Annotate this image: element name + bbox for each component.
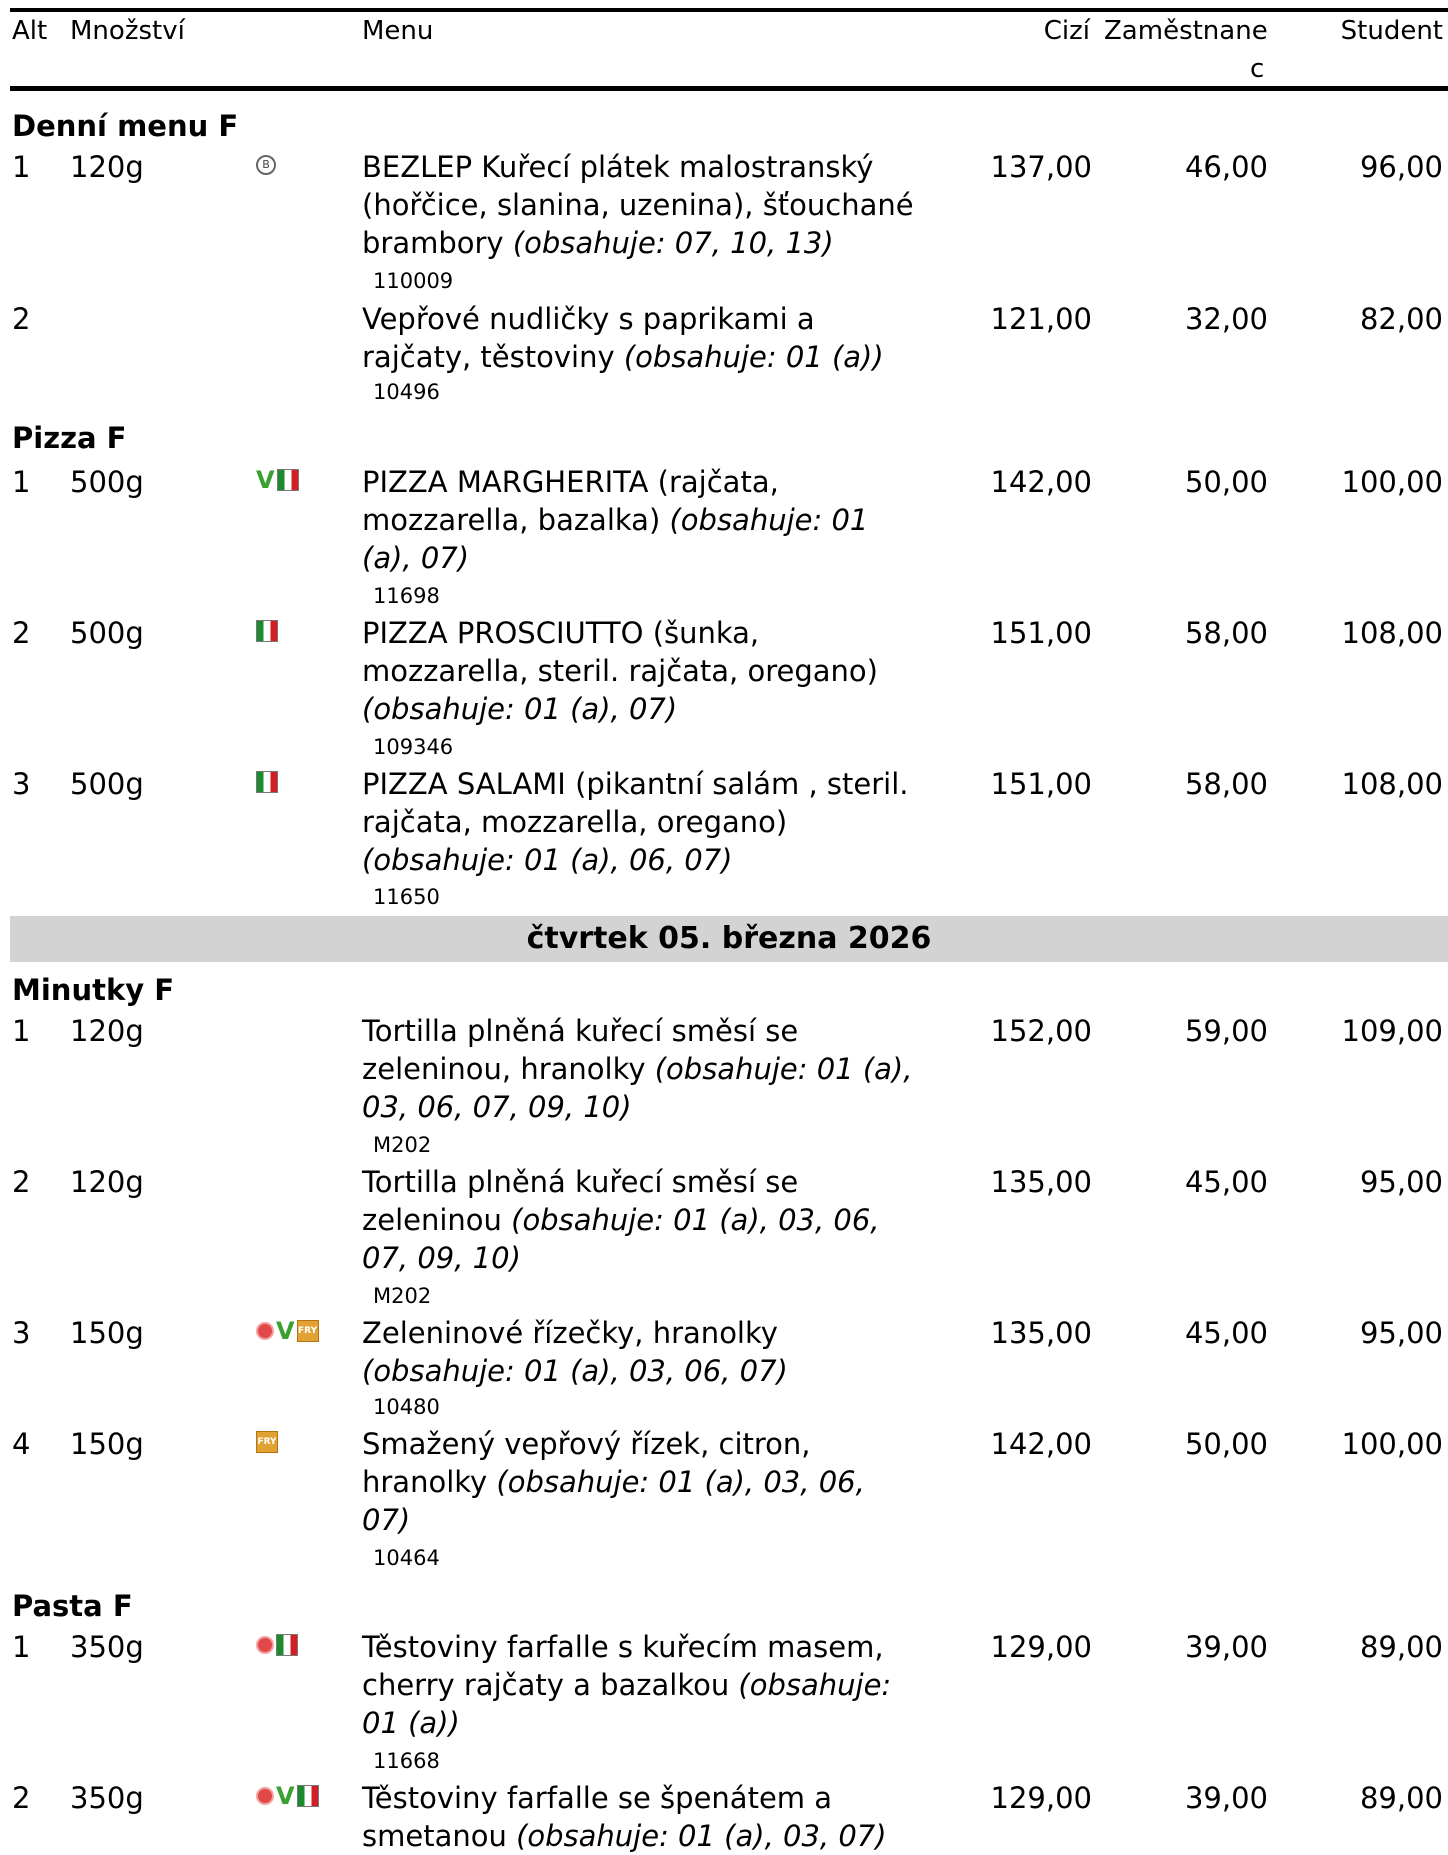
price-cizi: 142,00 <box>990 1427 1092 1461</box>
item-dish[interactable]: PIZZA SALAMI (pikantní salám , steril. rajčata, mozzarella, oregano) (obsahuje: 01 (a), 06, 07) <box>362 767 909 877</box>
item-icons <box>256 1318 319 1344</box>
item-icons <box>256 1783 319 1809</box>
item-alt: 2 <box>12 616 31 650</box>
item-code: 110009 <box>373 269 454 293</box>
price-cizi: 142,00 <box>990 465 1092 499</box>
price-zamestnanec: 39,00 <box>1184 1630 1268 1664</box>
price-cizi: 121,00 <box>990 302 1092 336</box>
header-rule <box>10 86 1448 91</box>
item-allergens: (obsahuje: 01 (a), 03, 06, <box>511 1203 880 1237</box>
item-code: 109346 <box>373 735 454 759</box>
vegetarian-icon: V <box>256 466 275 494</box>
item-alt: 2 <box>12 1781 31 1815</box>
price-student: 108,00 <box>1341 767 1443 801</box>
price-cizi: 151,00 <box>990 767 1092 801</box>
price-zamestnanec: 59,00 <box>1184 1014 1268 1048</box>
price-student: 96,00 <box>1359 150 1443 184</box>
item-icons <box>256 1429 278 1455</box>
item-alt: 1 <box>12 1630 31 1664</box>
item-quantity: 350g <box>70 1630 144 1664</box>
italian-flag-icon <box>256 620 278 642</box>
price-student: 89,00 <box>1359 1630 1443 1664</box>
italian-flag-icon <box>277 469 299 491</box>
item-icons <box>256 467 299 493</box>
price-zamestnanec: 50,00 <box>1184 1427 1268 1461</box>
header-cizi: Cizí <box>1043 16 1090 46</box>
price-zamestnanec: 39,00 <box>1184 1781 1268 1815</box>
vegetarian-icon: V <box>276 1317 295 1345</box>
italian-flag-icon <box>297 1785 319 1807</box>
gluten-free-icon: B <box>256 155 276 175</box>
price-student: 109,00 <box>1341 1014 1443 1048</box>
item-alt: 1 <box>12 150 31 184</box>
header-alt: Alt <box>12 16 48 46</box>
price-cizi: 137,00 <box>990 150 1092 184</box>
item-quantity: 120g <box>70 150 144 184</box>
price-cizi: 129,00 <box>990 1781 1092 1815</box>
item-quantity: 120g <box>70 1165 144 1199</box>
header-zamestnanec: Zaměstnane <box>1104 16 1268 46</box>
item-code: 10496 <box>373 380 440 404</box>
header-qty: Množství <box>70 16 185 46</box>
item-quantity: 120g <box>70 1014 144 1048</box>
price-zamestnanec: 45,00 <box>1184 1165 1268 1199</box>
item-dish[interactable]: PIZZA MARGHERITA (rajčata, mozzarella, bazalka) (obsahuje: 01 (a), 07) <box>362 465 869 575</box>
item-allergens: (obsahuje: 01 (a), 07) <box>362 692 678 726</box>
price-cizi: 129,00 <box>990 1630 1092 1664</box>
item-allergens: 07) <box>362 1503 411 1537</box>
item-icons <box>256 769 278 795</box>
price-student: 95,00 <box>1359 1165 1443 1199</box>
item-dish[interactable]: BEZLEP Kuřecí plátek malostranský (hořčice, slanina, uzenina), šťouchané brambory (obsahuje: 07, 10, 13) <box>362 150 914 260</box>
section-title: Minutky F <box>12 973 175 1007</box>
item-icons <box>256 152 276 178</box>
header-menu: Menu <box>362 16 434 46</box>
spicy-icon <box>256 1322 274 1340</box>
item-allergens: (obsahuje: <box>738 1668 892 1702</box>
item-allergens: (obsahuje: 07, 10, 13) <box>512 226 834 260</box>
item-code: 10480 <box>373 1395 440 1419</box>
price-cizi: 135,00 <box>990 1316 1092 1350</box>
price-cizi: 152,00 <box>990 1014 1092 1048</box>
item-dish[interactable]: Vepřové nudličky s paprikami a rajčaty, těstoviny (obsahuje: 01 (a)) <box>362 302 884 374</box>
price-zamestnanec: 58,00 <box>1184 616 1268 650</box>
fried-icon: FRY <box>256 1431 278 1453</box>
price-student: 82,00 <box>1359 302 1443 336</box>
item-alt: 3 <box>12 767 31 801</box>
item-code: 11668 <box>373 1749 440 1773</box>
item-dish[interactable]: Těstoviny farfalle s kuřecím masem, cherry rajčaty a bazalkou (obsahuje: 01 (a)) <box>362 1630 892 1740</box>
header-student: Student <box>1340 16 1443 46</box>
item-dish[interactable]: PIZZA PROSCIUTTO (šunka, mozzarella, steril. rajčata, oregano) (obsahuje: 01 (a), 07) <box>362 616 878 726</box>
item-dish[interactable]: Těstoviny farfalle se špenátem a smetanou (obsahuje: 01 (a), 03, 07) <box>362 1781 887 1853</box>
section-title: Pizza F <box>12 421 127 455</box>
item-allergens: (obsahuje: 01 <box>669 503 869 537</box>
item-icons <box>256 618 278 644</box>
item-quantity: 150g <box>70 1316 144 1350</box>
item-code: 10464 <box>373 1546 440 1570</box>
item-code: M202 <box>373 1284 432 1308</box>
item-allergens: 01 (a)) <box>362 1706 460 1740</box>
item-allergens: (obsahuje: 01 (a)) <box>623 340 884 374</box>
item-allergens: (obsahuje: 01 (a), 03, 06, 07) <box>362 1354 788 1388</box>
item-allergens: 03, 06, 07, 09, 10) <box>362 1090 632 1124</box>
price-student: 95,00 <box>1359 1316 1443 1350</box>
item-allergens: 07, 09, 10) <box>362 1241 521 1275</box>
header-zamestnanec-wrap: c <box>1250 54 1265 84</box>
item-quantity: 500g <box>70 465 144 499</box>
item-code: 11698 <box>373 584 440 608</box>
date-bar: čtvrtek 05. března 2026 <box>10 916 1448 962</box>
price-student: 100,00 <box>1341 465 1443 499</box>
price-student: 89,00 <box>1359 1781 1443 1815</box>
item-code: M202 <box>373 1133 432 1157</box>
price-zamestnanec: 50,00 <box>1184 465 1268 499</box>
spicy-icon <box>256 1636 274 1654</box>
price-zamestnanec: 58,00 <box>1184 767 1268 801</box>
item-code: 11650 <box>373 885 440 909</box>
price-student: 100,00 <box>1341 1427 1443 1461</box>
vegetarian-icon: V <box>276 1782 295 1810</box>
fried-icon: FRY <box>297 1320 319 1342</box>
item-quantity: 500g <box>70 767 144 801</box>
item-allergens: (obsahuje: 01 (a), 03, 06, <box>496 1465 865 1499</box>
item-dish[interactable]: Smažený vepřový řízek, citron, hranolky (obsahuje: 01 (a), 03, 06, 07) <box>362 1427 865 1537</box>
item-alt: 1 <box>12 1014 31 1048</box>
italian-flag-icon <box>276 1634 298 1656</box>
italian-flag-icon <box>256 771 278 793</box>
price-zamestnanec: 32,00 <box>1184 302 1268 336</box>
item-alt: 4 <box>12 1427 31 1461</box>
item-alt: 2 <box>12 1165 31 1199</box>
item-quantity: 500g <box>70 616 144 650</box>
price-zamestnanec: 46,00 <box>1184 150 1268 184</box>
item-dish[interactable]: Tortilla plněná kuřecí směsí se zeleninou (obsahuje: 01 (a), 03, 06, 07, 09, 10) <box>362 1165 880 1275</box>
price-zamestnanec: 45,00 <box>1184 1316 1268 1350</box>
item-alt: 2 <box>12 302 31 336</box>
section-title: Pasta F <box>12 1589 133 1623</box>
price-student: 108,00 <box>1341 616 1443 650</box>
spicy-icon <box>256 1787 274 1805</box>
item-quantity: 350g <box>70 1781 144 1815</box>
section-title: Denní menu F <box>12 109 239 143</box>
item-dish[interactable]: Tortilla plněná kuřecí směsí se zeleninou, hranolky (obsahuje: 01 (a), 03, 06, 07, 09, 10) <box>362 1014 913 1124</box>
item-alt: 3 <box>12 1316 31 1350</box>
price-cizi: 151,00 <box>990 616 1092 650</box>
item-allergens: (a), 07) <box>362 541 470 575</box>
item-allergens: (obsahuje: 01 (a), 06, 07) <box>362 843 733 877</box>
item-alt: 1 <box>12 465 31 499</box>
item-icons <box>256 1632 298 1658</box>
item-dish[interactable]: Zeleninové řízečky, hranolky (obsahuje: 01 (a), 03, 06, 07) <box>362 1316 788 1388</box>
price-cizi: 135,00 <box>990 1165 1092 1199</box>
item-allergens: (obsahuje: 01 (a), <box>654 1052 913 1086</box>
item-quantity: 150g <box>70 1427 144 1461</box>
item-allergens: (obsahuje: 01 (a), 03, 07) <box>516 1819 887 1853</box>
